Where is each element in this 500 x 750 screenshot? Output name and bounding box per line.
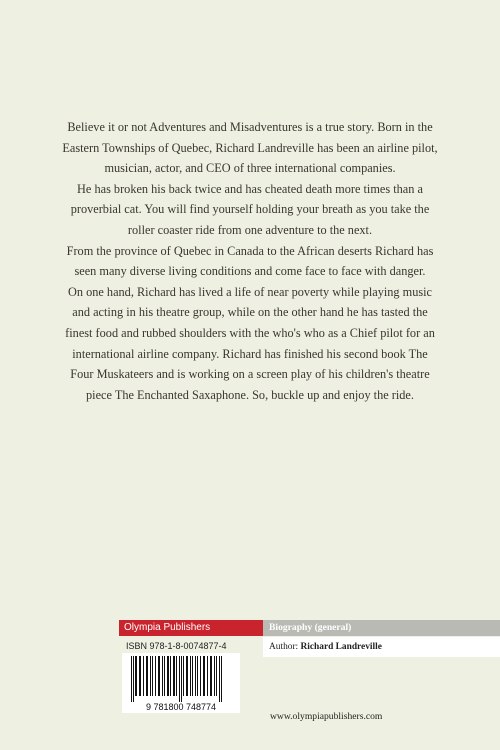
barcode-bar [186,656,188,696]
author-name: Richard Landreville [300,642,382,652]
barcode-bar [143,656,144,696]
barcode-bar [179,656,180,702]
barcode-bar [221,656,222,702]
barcode-graphic [122,653,240,713]
barcode [122,653,240,713]
barcode-bar [146,656,148,696]
barcode-bar [133,656,134,702]
barcode-bar [131,656,132,702]
barcode-bar [210,656,212,696]
barcode-bar [155,656,156,696]
author-field [263,637,500,657]
barcode-bar [164,656,165,696]
barcode-bar [203,656,205,696]
barcode-bar [197,656,198,696]
blurb-paragraph-3: From the province of Quebec in Canada to the African deserts Richard has seen many diverse living conditions and come face to face with danger. [66,243,434,279]
publisher-name: Olympia Publishers [119,620,263,636]
barcode-bar [200,656,201,696]
author-label: Author: [269,642,299,652]
barcode-bar [195,656,196,696]
isbn-number: ISBN 978-1-8-0074877-4 [126,641,227,651]
barcode-bar [167,656,169,696]
barcode-bar [139,656,141,696]
barcode-bar [192,656,193,696]
barcode-bar [158,656,160,696]
publisher-website: www.olympiapublishers.com [270,711,383,722]
barcode-bar [150,656,151,696]
barcode-bar [135,656,137,696]
barcode-bar [170,656,171,696]
barcode-bar [183,656,184,696]
back-cover-blurb [60,117,440,405]
category-label: Biography (general) [263,620,500,636]
barcode-bar [162,656,163,696]
barcode-bar [207,656,208,696]
barcode-bar [216,656,217,696]
blurb-paragraph-1: Believe it or not Adventures and Misadventures is a true story. Born in the Eastern Townships of Quebec, Richard Landreville has been an airline pilot, musician, actor, and CEO of three international companies. [62,120,438,176]
blurb-paragraph-4: On one hand, Richard has lived a life of near poverty while playing music and acting in his theatre group, while on the other hand he has tasted the finest food and rubbed shoulders with the who's who as a Chief pilot for an international airline company. Richard has finished his second book The Four Muskateers and is working on a screen play of his children's theatre piece The Enchanted Saxaphone. So, buckle up and enjoy the ride. [65,284,435,402]
barcode-bar [190,656,191,696]
barcode-bar [173,656,175,696]
blurb-paragraph-2: He has broken his back twice and has cheated death more times than a proverbial cat. You will find yourself holding your breath as you take the roller coaster ride from one adventure to the next. [70,181,430,237]
barcode-bar [219,656,220,702]
barcode-bar [176,656,177,696]
book-info-block [119,620,500,730]
barcode-bar [214,656,215,696]
barcode-bar [181,656,182,702]
barcode-number: 9 781800 748774 [145,702,217,712]
barcode-bar [152,656,153,696]
